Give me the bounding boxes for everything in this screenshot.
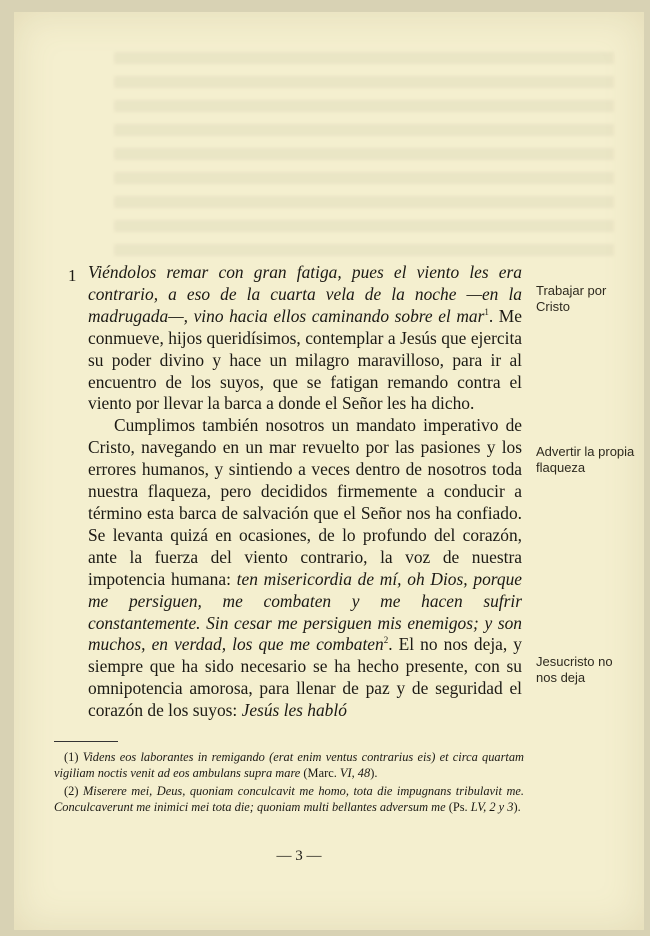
footnote-1 <box>54 749 524 781</box>
fn2-ref-open: (Ps. <box>448 800 468 814</box>
p1-footnote-ref: 1 <box>484 307 489 318</box>
fn1-ref-open: (Marc. <box>303 766 337 780</box>
p2-tail-italic: Jesús les habló <box>241 700 347 721</box>
margin-note-trabajar: Trabajar por Cristo <box>536 283 607 314</box>
fn2-ref-verse: LV, 2 y 3 <box>470 800 514 814</box>
fn2-latin: Miserere mei, Deus, quoniam conculcavit me homo, tota die impugnans tribulavit me. Conculcaverunt me inimici mei tota die; quoniam multi bellantes adversum me <box>54 784 524 814</box>
p1-rest: . Me conmueve, hijos queridísimos, contemplar a Jesús que ejercita su poder divino y hace un milagro maravilloso, para ir al encuentro de los suyos, que se fatigan remando contra el viento por llevar la barca a donde el Señor les ha dicho. <box>88 305 522 414</box>
footnote-2 <box>54 783 524 815</box>
footnotes <box>54 749 524 817</box>
main-text <box>88 262 522 722</box>
p2-italic: ten misericordia de mí, oh Dios, porque me persiguen, me combaten y me hacen sufrir constantemente. Sin cesar me persiguen mis enemigos; y son muchos, en verdad, los que me combaten <box>88 568 522 655</box>
paragraph-2 <box>88 415 522 722</box>
margin-note-jesucristo: Jesucristo no nos deja <box>536 654 613 685</box>
fn1-ref-close: ). <box>370 766 378 780</box>
fn2-ref-close: ). <box>513 800 521 814</box>
paragraph-number: 1 <box>68 266 77 285</box>
fn1-latin: Videns eos laborantes in remigando (erat enim ventus contrarius eis) et circa quartam vigiliam noctis venit ad eos ambulans supra mare <box>54 750 524 780</box>
margin-note-advertir: Advertir la propia flaqueza <box>536 444 635 475</box>
bleed-through-shadow <box>114 52 614 262</box>
fn1-ref-verse: VI, 48 <box>339 766 371 780</box>
p2-rest: . El no nos deja, y siempre que ha sido necesario se ha hecho presente, con su omnipotencia amorosa, para llenar de paz y de seguridad el corazón de los suyos: <box>88 634 522 721</box>
fn1-number: (1) <box>64 750 79 764</box>
book-page <box>14 12 644 930</box>
p1-italic: Viéndolos remar con gran fatiga, pues el viento les era contrario, a eso de la cuarta vela de la noche —en la madrugada—, vino hacia ellos caminando sobre el mar <box>88 262 522 326</box>
page-number: — 3 — <box>276 848 322 864</box>
paragraph-1 <box>88 262 522 415</box>
p2-footnote-ref: 2 <box>383 635 389 646</box>
footnote-rule <box>54 741 118 742</box>
fn2-number: (2) <box>64 784 79 798</box>
p2-text: Cumplimos también nosotros un mandato imperativo de Cristo, navegando en un mar revuelto por las pasiones y los errores humanos, y sintiendo a veces dentro de nosotros toda nuestra flaqueza, pero decididos firmemente a conducir a término esta barca de salvación que el Señor nos ha confiado. Se levanta quizá en ocasiones, de lo profundo del corazón, ante la fuerza del viento contrario, la voz de nuestra impotencia humana: <box>88 415 522 589</box>
